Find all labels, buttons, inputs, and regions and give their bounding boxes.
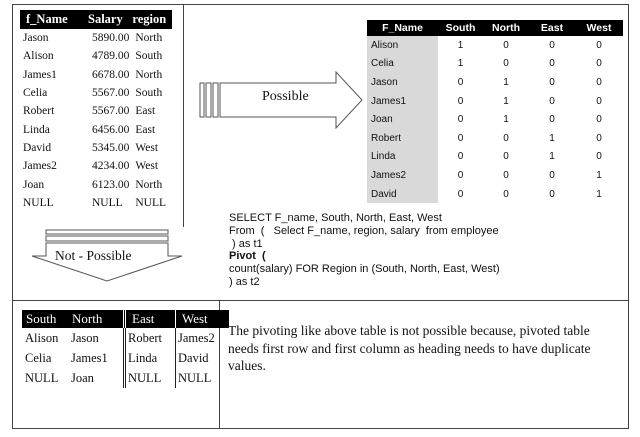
- pivot-table-cell: 0: [549, 58, 555, 70]
- source-table-cell: North: [135, 68, 163, 81]
- pivot-header-f-name: F_Name: [367, 20, 438, 36]
- source-table-row: [20, 47, 172, 65]
- source-table-cell: James2: [23, 160, 57, 173]
- pivot-table-cell: 0: [549, 114, 555, 126]
- source-table-cell: 6678.00: [92, 68, 130, 81]
- pivot-table-cell: 0: [503, 132, 509, 144]
- pivot-table-row: [367, 185, 623, 204]
- source-table-cell: North: [135, 32, 163, 45]
- pivot-table-row: [367, 148, 623, 167]
- source-table-cell: NULL: [23, 196, 54, 209]
- pivot-table-cell: 0: [503, 169, 509, 181]
- bottom-table-cell: Jason: [69, 328, 125, 348]
- bottom-table-cell: Celia: [25, 350, 52, 365]
- pivot-header-south: South: [438, 20, 483, 36]
- pivot-result-table: [367, 20, 623, 203]
- pivot-table-cell: 0: [457, 132, 464, 144]
- horizontal-divider: [12, 300, 629, 301]
- source-table-cell: 5890.00: [92, 32, 130, 45]
- bottom-table-cell: James2: [178, 330, 215, 345]
- source-employee-table: [20, 10, 172, 212]
- source-table-cell: 4789.00: [92, 50, 130, 63]
- pivot-table-cell: 0: [549, 95, 555, 107]
- pivot-table-cell: 0: [549, 76, 555, 88]
- pivot-table-cell: 0: [596, 76, 602, 88]
- pivot-table-cell: David: [367, 185, 438, 204]
- pivot-table-cell: 0: [457, 188, 464, 200]
- source-table-cell: East: [135, 123, 156, 136]
- pivot-table-row: [367, 110, 623, 129]
- sql-line-from: From ( Select F_name, region, salary from employee: [229, 224, 499, 237]
- pivot-table-cell: 0: [596, 132, 602, 144]
- pivot-table-cell: 0: [503, 39, 509, 51]
- pivot-table-cell: 0: [457, 114, 464, 126]
- pivot-table-row: [367, 73, 623, 92]
- pivot-table-cell: 0: [457, 95, 464, 107]
- source-table-cell: Joan: [23, 178, 45, 191]
- bottom-table-cell: NULL: [125, 368, 176, 388]
- source-table-row: [20, 157, 172, 175]
- bottom-header-east: East: [125, 310, 176, 328]
- bottom-table-header-row: [22, 310, 229, 328]
- source-table-cell: NULL: [135, 196, 167, 209]
- pivot-table-cell: Joan: [367, 110, 438, 129]
- source-table-row: [20, 102, 172, 120]
- pivot-table-cell: 0: [596, 95, 602, 107]
- source-table-row: [20, 29, 172, 47]
- pivot-table-cell: 1: [457, 39, 464, 51]
- pivot-table-cell: Jason: [367, 73, 438, 92]
- pivot-table-cell: James2: [367, 166, 438, 185]
- pivot-table-cell: Alison: [367, 36, 438, 55]
- bottom-header-south: South: [22, 310, 69, 328]
- frame-right-border: [628, 4, 629, 429]
- pivot-header-west: West: [575, 20, 623, 36]
- bottom-table-row: [22, 328, 229, 348]
- source-table-header-row: [20, 10, 172, 29]
- pivot-table-cell: 0: [596, 114, 602, 126]
- frame-top-border: [12, 4, 629, 5]
- sql-query-block: [229, 212, 500, 289]
- possible-label: Possible: [262, 89, 309, 104]
- pivot-table-cell: 1: [549, 151, 555, 163]
- sql-line-select: SELECT F_name, South, North, East, West: [229, 212, 442, 224]
- pivot-header-north: North: [483, 20, 529, 36]
- source-table-row: [20, 120, 172, 138]
- source-table-cell: Celia: [23, 87, 48, 100]
- source-table-cell: 5567.00: [92, 105, 130, 118]
- sql-line-as-t2: ) as t2: [229, 275, 260, 288]
- pivot-table-cell: 0: [596, 58, 602, 70]
- pivot-table-row: [367, 129, 623, 148]
- source-table-cell: Jason: [23, 32, 49, 45]
- pivot-table-cell: 1: [503, 95, 509, 107]
- bottom-table-cell: Linda: [125, 348, 176, 368]
- pivot-table-cell: 0: [549, 188, 555, 200]
- bottom-table-cell: Joan: [69, 368, 125, 388]
- pivot-table-row: [367, 92, 623, 111]
- pivot-table-header-row: [367, 20, 623, 36]
- source-table-cell: NULL: [92, 196, 123, 209]
- frame-bottom-border: [12, 428, 629, 429]
- bottom-table-cell: NULL: [178, 370, 212, 385]
- not-possible-table: [22, 310, 229, 388]
- pivot-table-cell: 1: [457, 58, 464, 70]
- source-table-cell: 4234.00: [92, 160, 130, 173]
- source-table-cell: David: [23, 141, 52, 154]
- pivot-table-cell: 0: [596, 39, 602, 51]
- bottom-table-cell: NULL: [25, 370, 59, 385]
- source-table-cell: West: [135, 141, 159, 154]
- sql-line-count: count(salary) FOR Region in (South, North, East, West): [229, 263, 500, 276]
- source-table-cell: West: [135, 160, 159, 173]
- pivot-header-east: East: [529, 20, 575, 36]
- header-region: region: [132, 10, 172, 29]
- pivot-table-row: [367, 166, 623, 185]
- pivot-table-cell: 0: [457, 169, 464, 181]
- pivot-table-cell: 1: [503, 114, 509, 126]
- source-table-cell: Alison: [23, 50, 54, 63]
- source-table-row: [20, 194, 172, 212]
- pivot-table-cell: Robert: [367, 129, 438, 148]
- source-table-cell: East: [135, 105, 156, 118]
- pivot-table-row: [367, 55, 623, 74]
- pivot-table-cell: James1: [367, 92, 438, 111]
- bottom-table-row: [22, 368, 229, 388]
- pivot-table-cell: 0: [503, 58, 509, 70]
- sql-line-pivot: Pivot (: [229, 250, 266, 263]
- pivot-table-cell: Linda: [367, 148, 438, 167]
- frame-left-border: [12, 4, 13, 429]
- source-table-row: [20, 139, 172, 157]
- pivot-table-cell: 0: [596, 151, 602, 163]
- bottom-header-west: West: [176, 310, 230, 328]
- pivot-table-cell: 1: [596, 169, 602, 181]
- pivot-table-cell: 0: [503, 188, 509, 200]
- source-table-row: [20, 84, 172, 102]
- sql-line-as-t1: ) as t1: [229, 237, 263, 250]
- pivot-table-cell: 0: [549, 169, 555, 181]
- pivot-table-cell: 0: [457, 76, 464, 88]
- header-f-name: f_Name: [20, 10, 82, 29]
- bottom-table-cell: Robert: [125, 328, 176, 348]
- source-table-cell: 6123.00: [92, 178, 130, 191]
- bottom-header-north: North: [69, 310, 125, 328]
- bottom-table-cell: David: [178, 350, 209, 365]
- source-table-row: [20, 175, 172, 193]
- pivot-table-cell: 1: [503, 76, 509, 88]
- pivot-table-cell: 0: [503, 151, 509, 163]
- pivot-table-cell: 0: [549, 39, 555, 51]
- source-table-cell: Linda: [23, 123, 50, 136]
- source-table-cell: Robert: [23, 105, 55, 118]
- source-table-cell: 6456.00: [92, 123, 130, 136]
- vertical-divider-top: [183, 4, 184, 227]
- not-possible-label: Not - Possible: [55, 248, 132, 263]
- pivot-table-cell: 1: [549, 132, 555, 144]
- source-table-row: [20, 66, 172, 84]
- source-table-cell: 5345.00: [92, 141, 130, 154]
- bottom-table-cell: James1: [69, 348, 125, 368]
- pivot-table-row: [367, 36, 623, 55]
- pivot-table-cell: 1: [596, 188, 602, 200]
- source-table-cell: North: [135, 178, 163, 191]
- source-table-cell: South: [135, 87, 163, 100]
- header-salary: Salary: [82, 10, 132, 29]
- source-table-cell: James1: [23, 68, 57, 81]
- bottom-table-row: [22, 348, 229, 368]
- source-table-cell: 5567.00: [92, 87, 130, 100]
- explanation-text: The pivoting like above table is not possible because, pivoted table needs first row and first column as heading needs to have duplicate values.: [228, 323, 591, 373]
- pivot-table-cell: 0: [457, 151, 464, 163]
- pivot-table-cell: Celia: [367, 55, 438, 74]
- bottom-table-cell: Alison: [25, 330, 59, 345]
- source-table-cell: South: [135, 50, 163, 63]
